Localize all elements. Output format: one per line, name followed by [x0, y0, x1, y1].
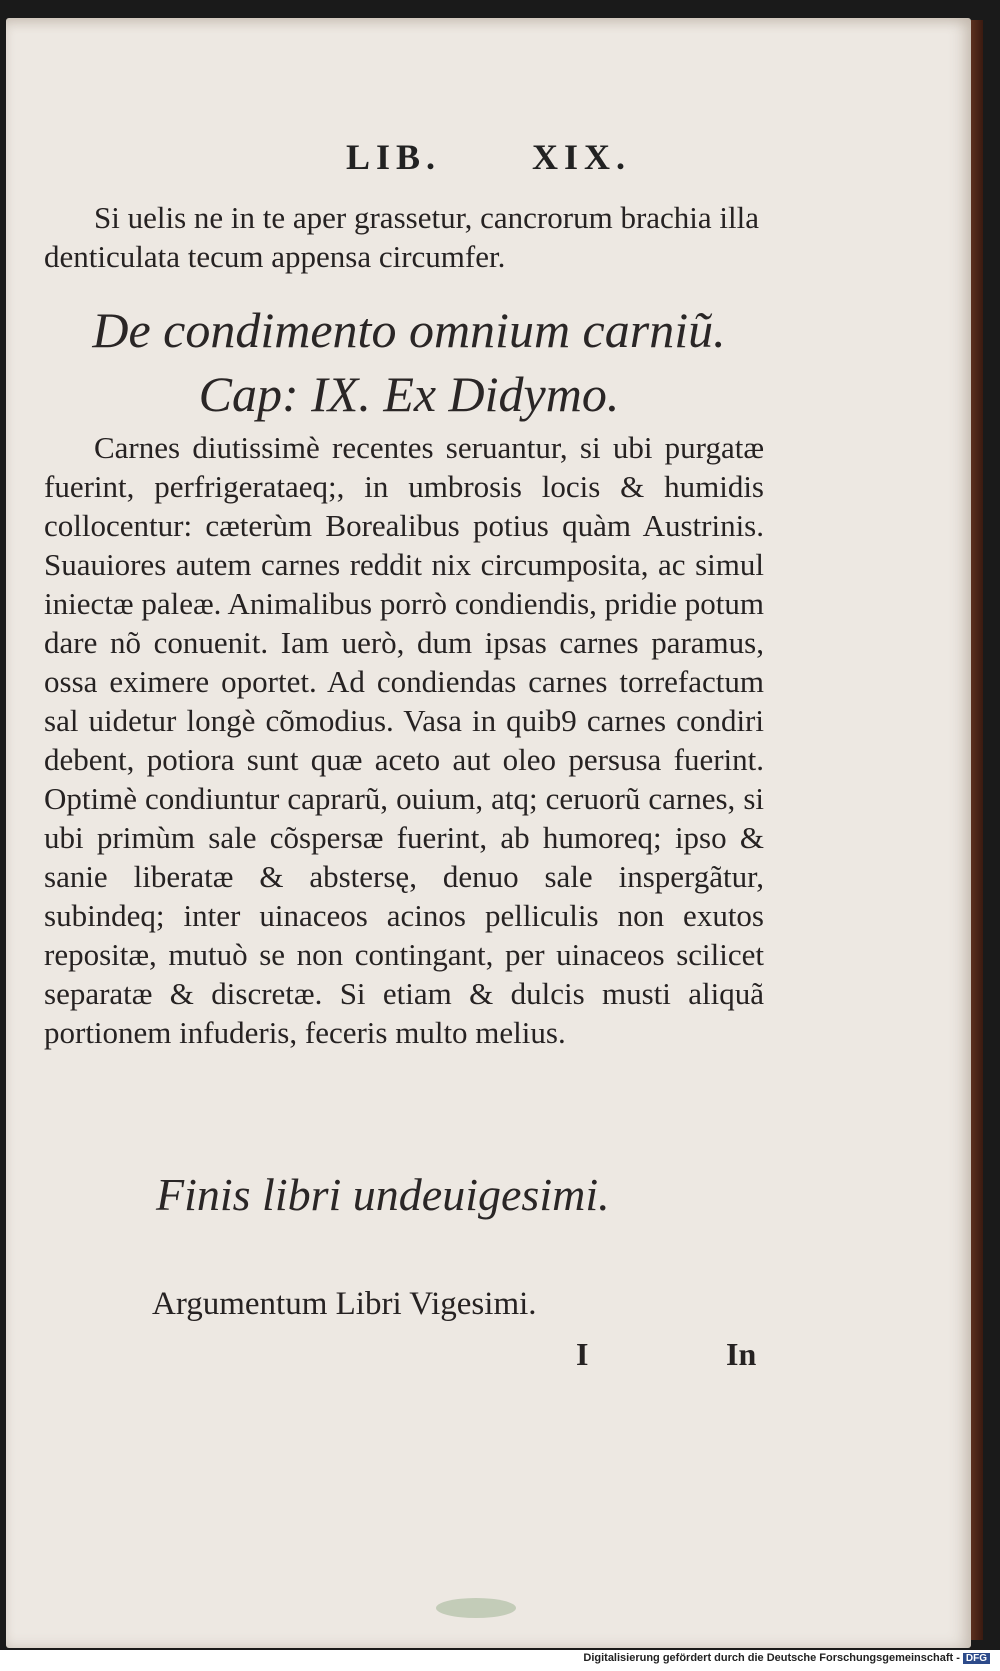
book-page — [6, 18, 971, 1648]
page-stain — [436, 1598, 516, 1618]
argument-title: Argumentum Libri Vigesimi. — [152, 1286, 537, 1322]
signature-mark: I — [576, 1336, 589, 1372]
catchword: In — [726, 1336, 757, 1372]
footer-text: Digitalisierung gefördert durch die Deutsche Forschungsgemeinschaft - — [583, 1652, 960, 1664]
footer-credit — [583, 1652, 990, 1664]
body-paragraph — [44, 428, 764, 1052]
running-head-right: XIX. — [532, 137, 632, 177]
running-head-left: LIB. — [345, 137, 442, 177]
body-text: Carnes diutissimè recentes seruantur, si ubi purgatæ fuerint, perfrigerataeq;, in umbrosis locis & humidis collocentur: cæterùm Borealibus potius quàm Austrinis. Suauiores autem carnes reddit nix circumposita, ac simul iniectæ paleæ. Animalibus porrò condiendis, pridie potum dare nõ conuenit. Iam uerò, dum ipsas carnes paramus, ossa eximere oportet. Ad condiendas carnes torrefactum sal uidetur longè cõmodius. Vasa in quib9 carnes condiri debent, potiora sunt quæ aceto aut oleo persusa fuerint. Optimè condiuntur caprarũ, ouium, atq; ceruorũ carnes, si ubi primùm sale cõspersæ fuerint, ab humoreq; ipso & sanie liberatæ & abstersę, denuo sale inspergãtur, subindeq; inter uinaceos acinos pelliculis non exutos repositæ, mutuò se non contingant, per uinaceos scilicet separatæ & discretæ. Si etiam & dulcis musti aliquã portionem infuderis, feceris multo melius. — [44, 430, 764, 1050]
finis-line: Finis libri undeuigesimi. — [156, 1169, 610, 1220]
intro-text: Si uelis ne in te aper grassetur, cancrorum brachia illa denticulata tecum appensa circumfer. — [44, 200, 760, 274]
intro-paragraph — [44, 198, 764, 276]
dfg-logo: DFG — [963, 1653, 990, 1664]
running-head — [6, 136, 971, 178]
chapter-heading: De condimento omnium carniũ. Cap: IX. Ex Didymo. — [92, 302, 726, 422]
